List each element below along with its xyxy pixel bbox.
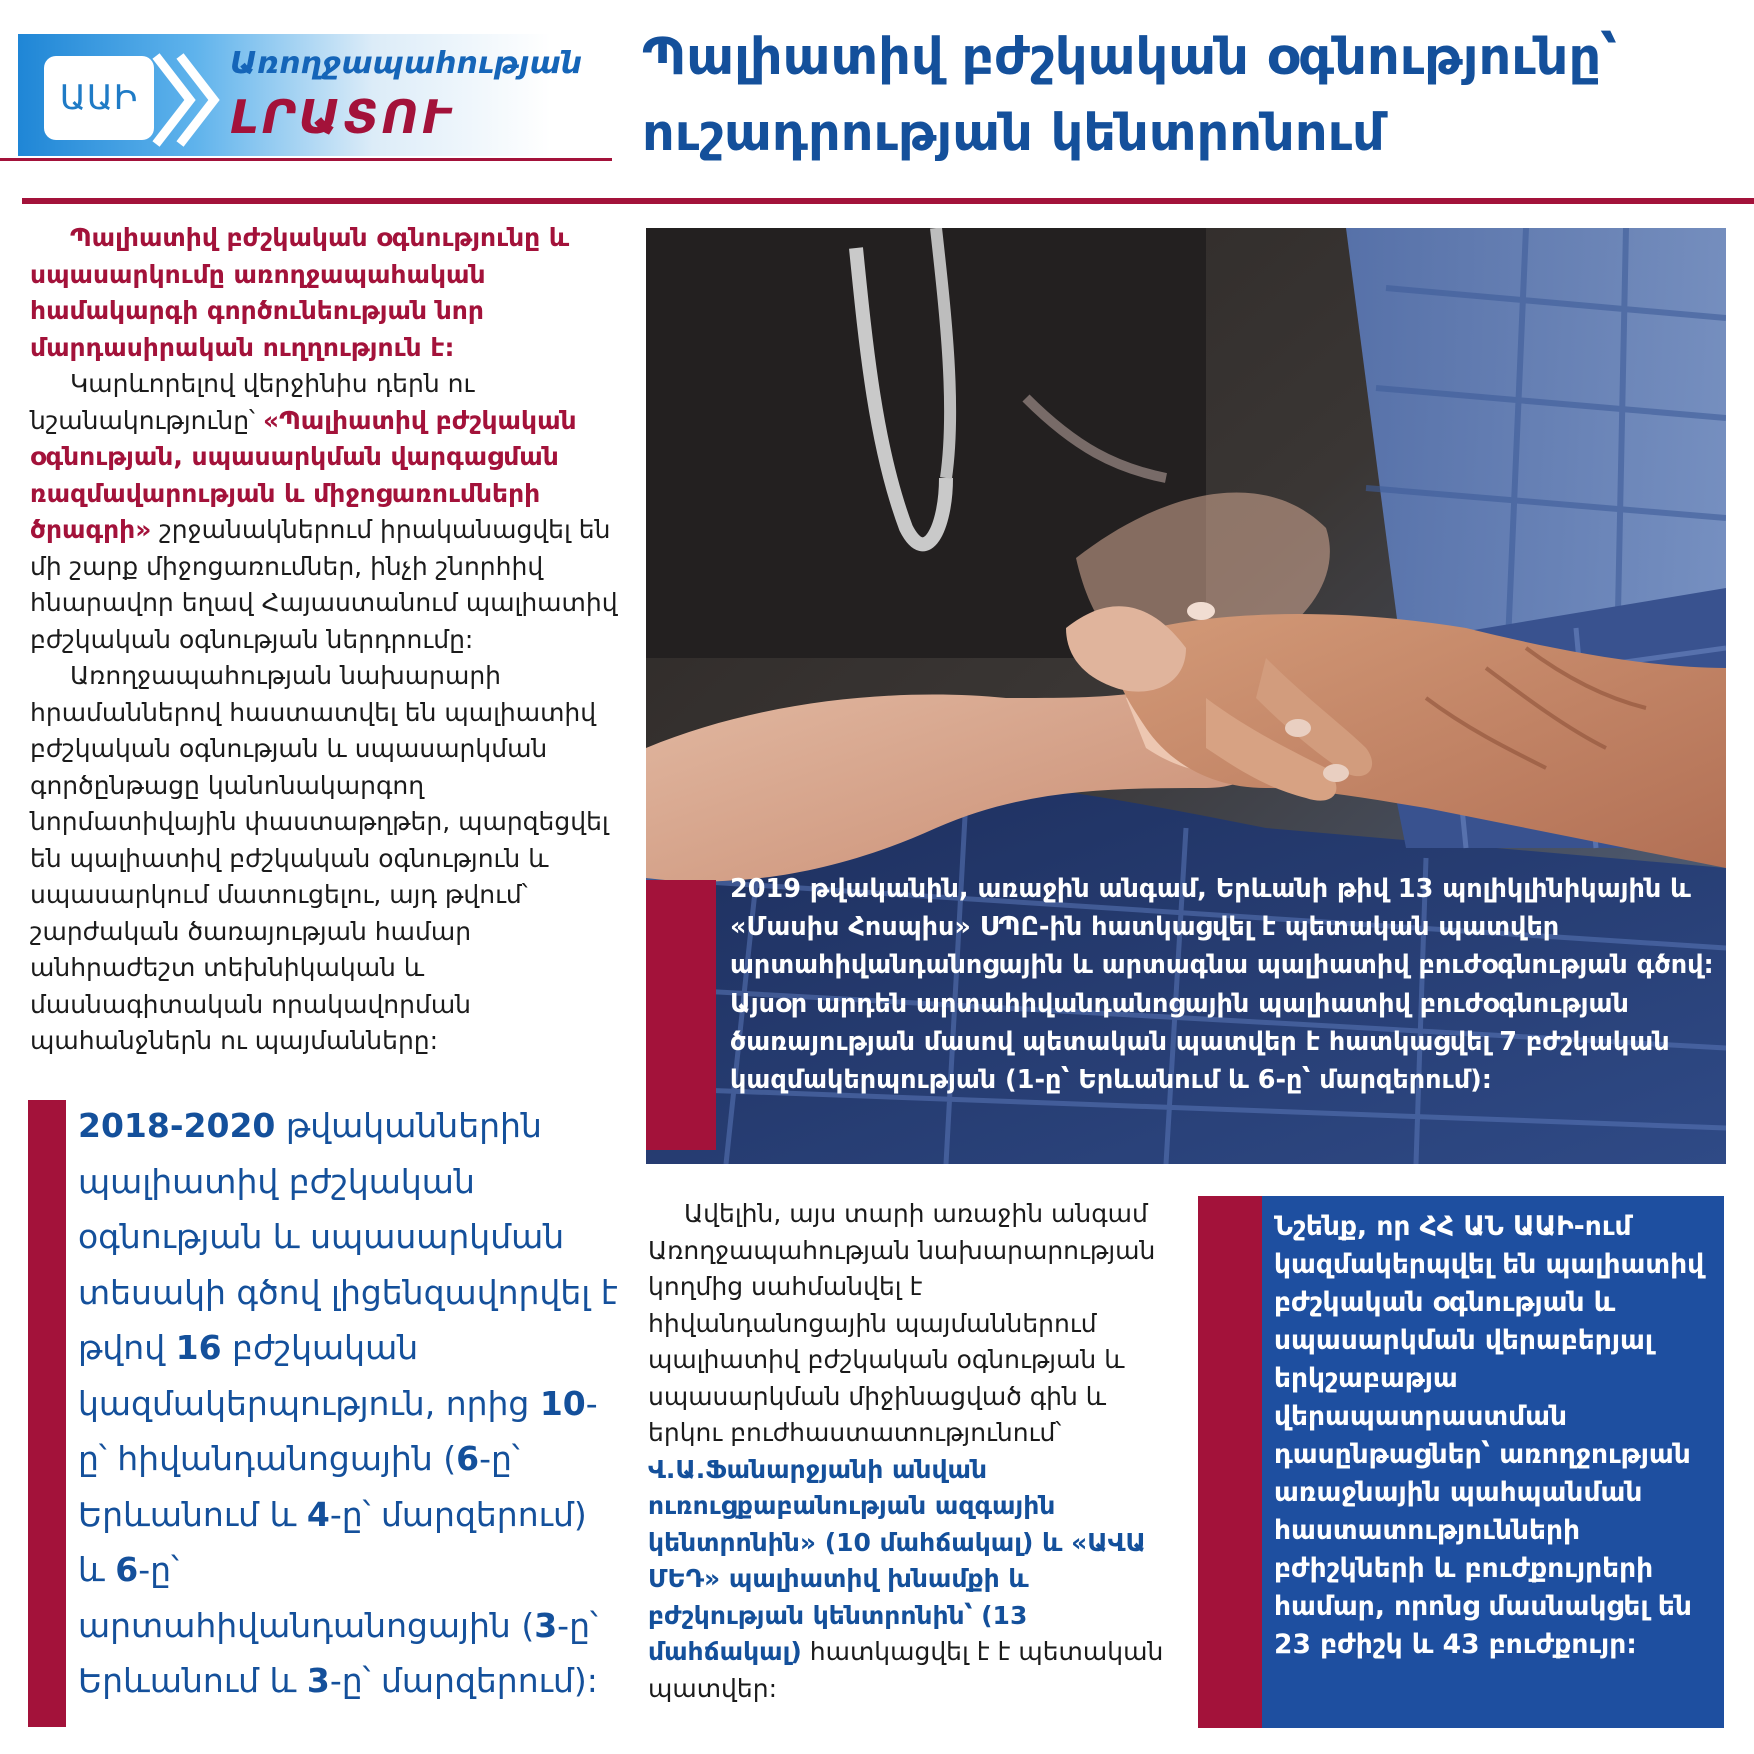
training-box-text: Նշենք, որ ՀՀ ԱՆ ԱԱԻ-ում կազմակերպվել են պալիատիվ բժշկական օգնության և սպասարկման վերաբերյալ երկշաբաթյա վերապատրաստման դասընթացներ՝ առողջության առաջնային պահպանման հաստատությունների բժիշկների և բուժքույրերի համար, որոնց մասնակցել են 23 բժիշկ և 43 բուժքույր: — [1274, 1211, 1705, 1660]
paragraph-text: շրջանակներում իրականացվել են մի շարք միջոցառումներ, ինչի շնորհիվ հնարավոր եղավ Հայաստանում պալիատիվ բժշկական օգնության ներդրումը: — [30, 515, 618, 654]
callout-text: թվականներին պալիատիվ բժշկական օգնության և սպասարկման տեսակի գծով լիցենզավորվել է թվով — [78, 1106, 618, 1367]
callout-number: 3 — [534, 1605, 558, 1645]
callout-number: 4 — [306, 1494, 330, 1534]
institutions-list: Վ.Ա.Ֆանարջյանի անվան ուռուցքաբանության ազգային կենտրոնին» (10 մահճակալ) և «ԱՎԱ ՄԵԴ» պալիատիվ խնամքի և բժշկության կենտրոնին՝ (13 մահճակալ) — [648, 1454, 1146, 1666]
paragraph-text: հատկացվել է է պետական պատվեր: — [648, 1637, 1164, 1703]
training-box-accent — [1198, 1196, 1262, 1728]
callout-text: -ը՝ Երևանում և — [78, 1439, 520, 1534]
paragraph-state-order — [648, 1196, 1168, 1707]
paragraph-program — [30, 366, 622, 658]
callout-number: 6 — [456, 1439, 480, 1478]
licensing-callout — [78, 1098, 618, 1709]
callout-number: 6 — [115, 1550, 139, 1589]
logo-abbr: ԱԱԻ — [59, 78, 139, 118]
paragraph-text: Ավելին, այս տարի առաջին անգամ Առողջապահության նախարարության կողմից սահմանվել է հիվանդանոցային պայմաններում պալիատիվ բժշկական օգնության և սպասարկման միջինացված գին և երկու բուժհաստատությունում՝ — [648, 1199, 1156, 1447]
left-article-column — [30, 220, 622, 1060]
paragraph-orders: Առողջապահության նախարարի հրամաններով հաստատվել են պալիատիվ բժշկական օգնության և սպասարկման գործընթացը կանոնակարգող նորմատիվային փաստաթղթեր, պարզեցվել են պալիատիվ բժշկական օգնություն և սպասարկում մատուցելու, այդ թվում՝ շարժական ծառայության համար անհրաժեշտ տեխնիկական և մասնագիտական որակավորման պահանջներն ու պայմանները: — [30, 661, 609, 1055]
callout-text: -ը՝ մարզերում): — [329, 1661, 598, 1700]
callout-text: -ը՝ Երևանում և — [78, 1605, 598, 1700]
header-divider — [22, 198, 1754, 204]
middle-article-column — [648, 1196, 1168, 1707]
program-title: «Պալիատիվ բժշկական օգնության, սպասարկման վարգացման ռազմավարության և միջոցառումների ծրագրի» — [30, 405, 577, 544]
paragraph-text: Կարևորելով վերջինիս դերն ու նշանակությունը՝ — [30, 369, 475, 435]
callout-number: 3 — [306, 1661, 330, 1700]
callout-text: բժշկական կազմակերպություն, որից — [78, 1328, 540, 1423]
callout-years: 2018-2020 — [78, 1106, 276, 1145]
callout-text: -ը՝ մարզերում) և — [78, 1494, 587, 1589]
callout-number: 10 — [539, 1383, 586, 1423]
logo — [44, 56, 154, 140]
chevron-right-icon — [150, 48, 220, 152]
photo-caption: 2019 թվականին, առաջին անգամ, Երևանի թիվ 13 պոլիկլինիկային և «Մասիս Հոսպիս» ՍՊԸ-ին հատկացվել է պետական պատվեր արտահիվանդանոցային և արտագնա պալիատիվ բուժօգնության գծով: Այսօր արդեն արտահիվանդանոցային պալիատիվ բուժօգնության ծառայության մասով պետական պատվեր է հատկացվել 7 բժշկական կազմակերպության (1-ը՝ Երևանում և 6-ը՝ մարզերում): — [730, 874, 1714, 1096]
callout-number: 16 — [175, 1328, 222, 1367]
caption-accent-bar — [646, 880, 716, 1150]
header-underline — [0, 158, 612, 161]
brand-title-line2: ԼՐԱՏՈՒ — [230, 90, 455, 144]
callout-accent-bar — [28, 1100, 66, 1727]
brand-title-line1: Առողջապահության — [230, 46, 583, 81]
lead-paragraph: Պալիատիվ բժշկական օգնությունը և սպասարկումը առողջապահական համակարգի գործունեության նոր մարդասիրական ուղղություն է: — [30, 223, 570, 362]
callout-text: -ը՝ հիվանդանոցային ( — [78, 1383, 598, 1478]
page-headline: Պալիատիվ բժշկական օգնությունը՝ ուշադրության կենտրոնում — [642, 28, 1618, 163]
callout-text: -ը՝ արտահիվանդանոցային ( — [78, 1550, 535, 1645]
